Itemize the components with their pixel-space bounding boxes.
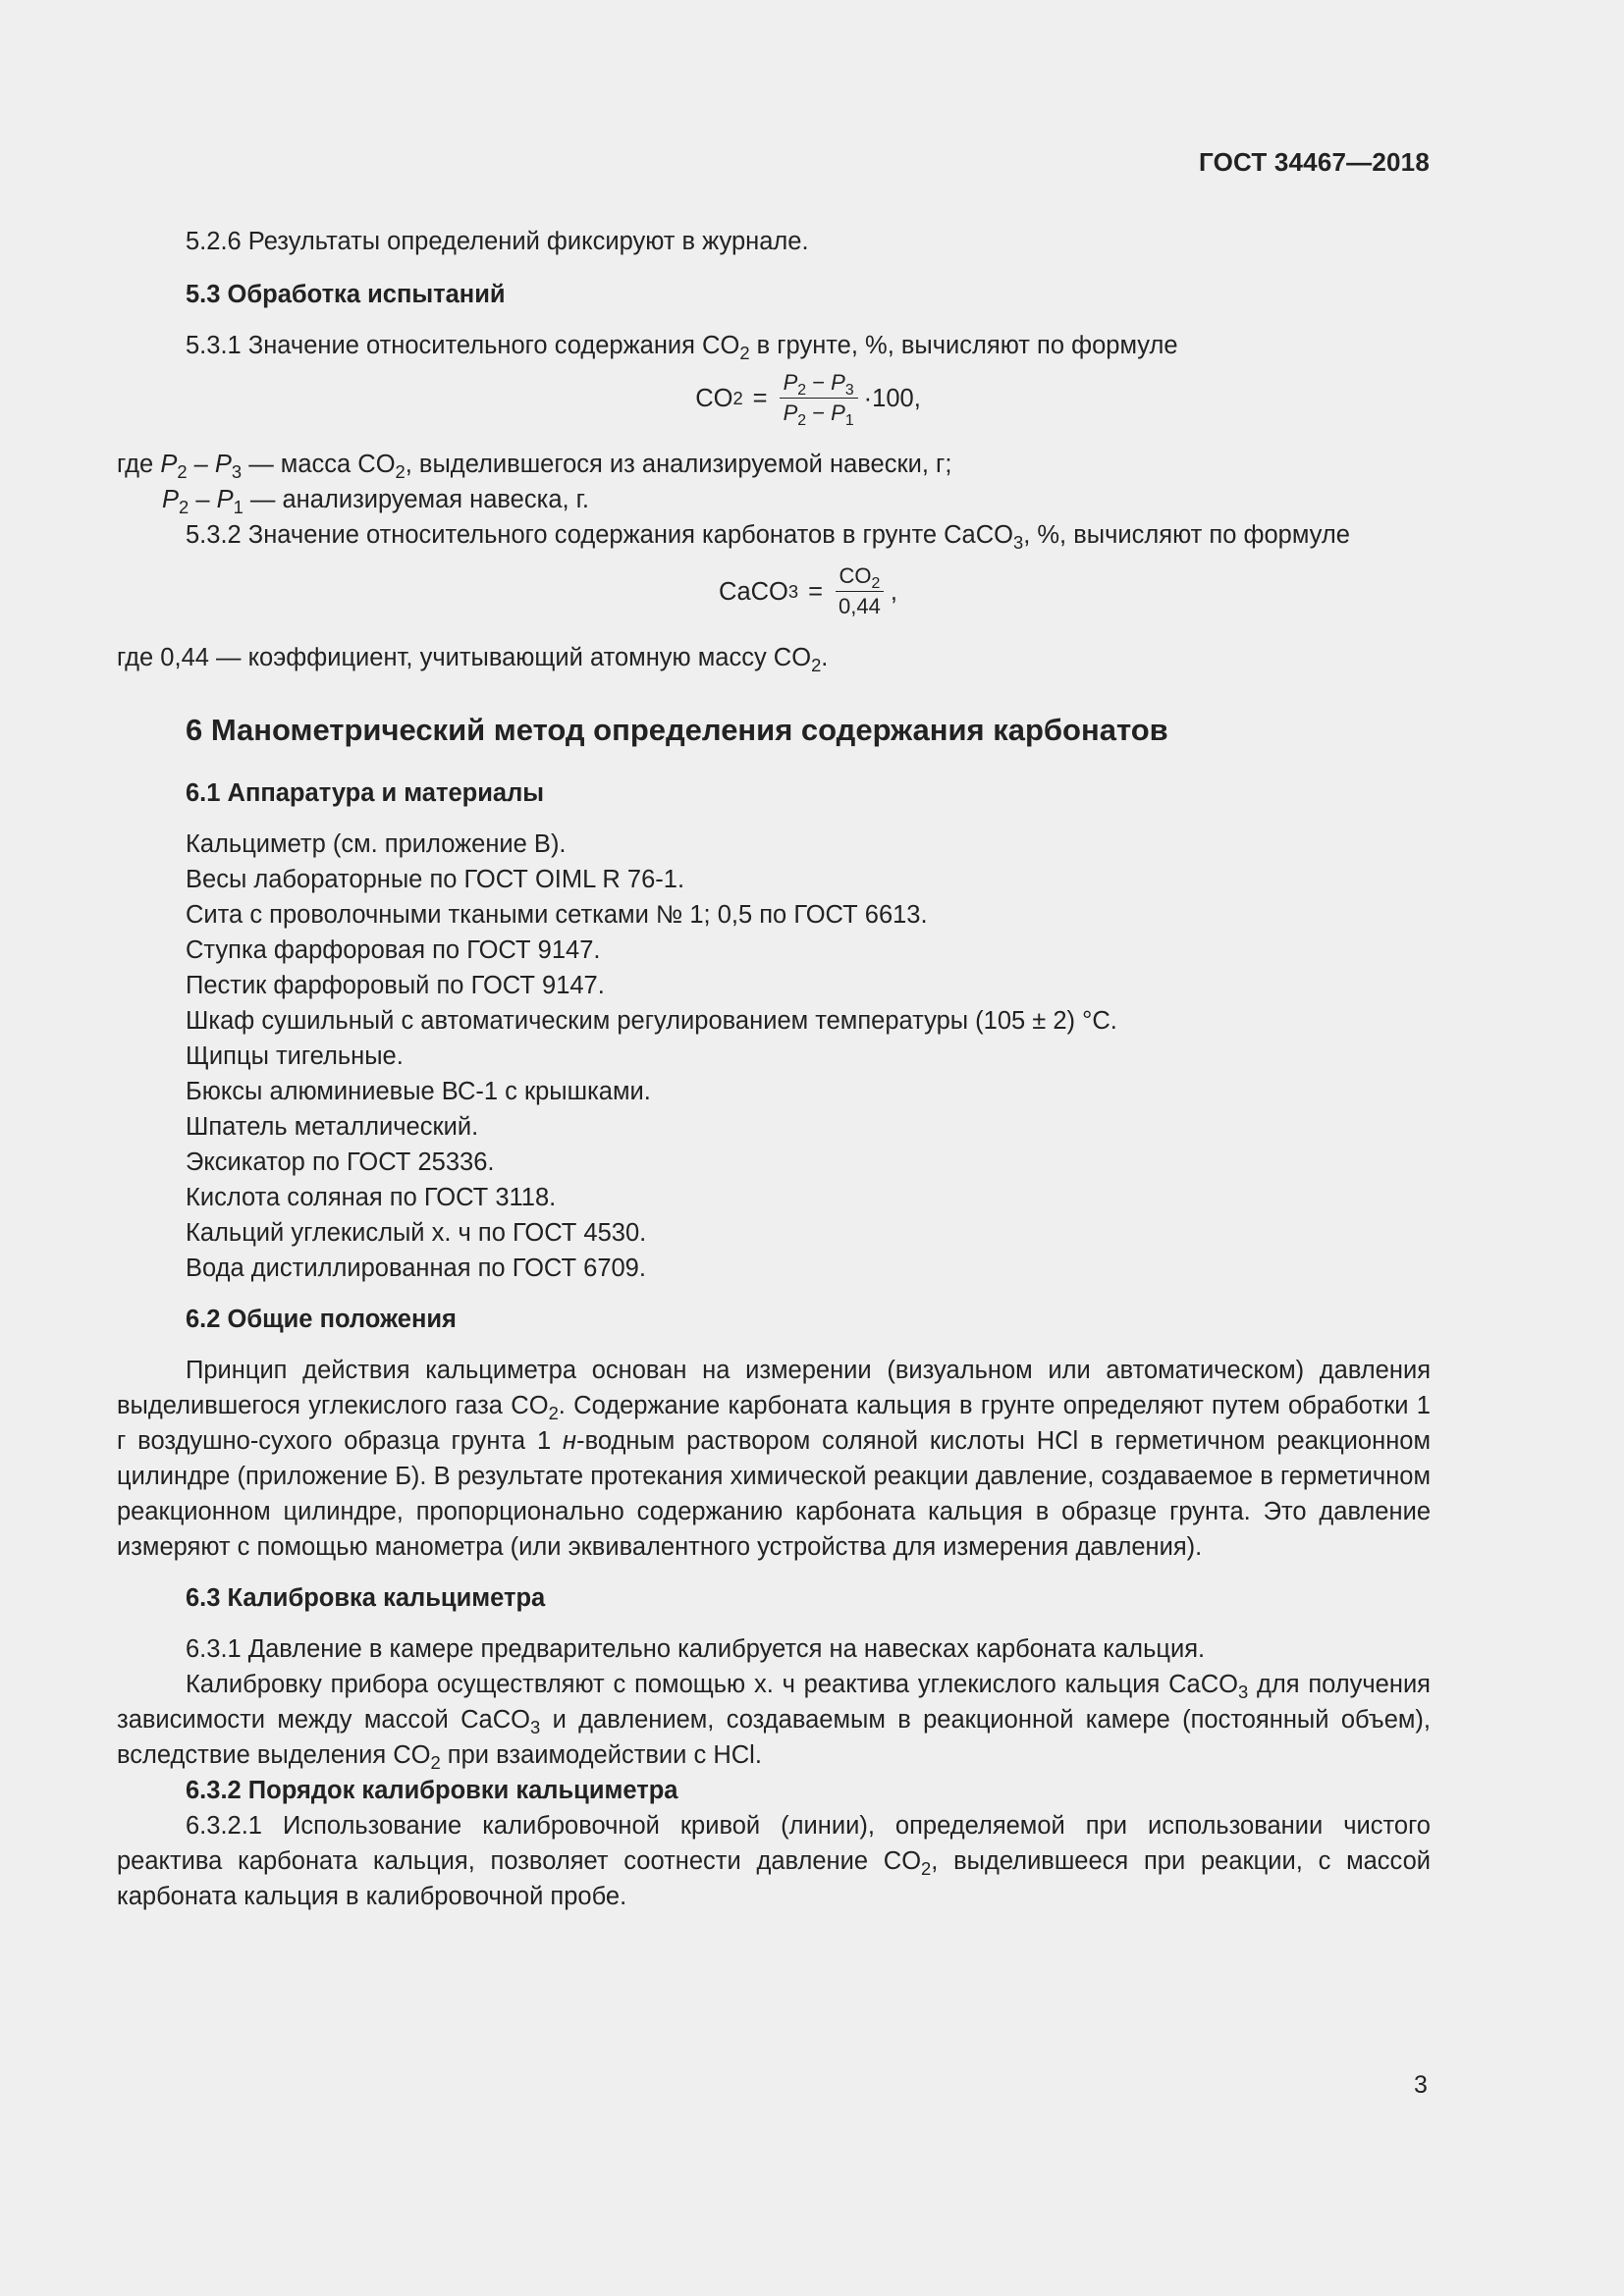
formula-co2: CO 2 = $\frac{P_2 - P_3}{P_2 - P_1}$ ·100, bbox=[695, 370, 921, 430]
apparatus-item: Бюксы алюминиевые ВС-1 с крышками. bbox=[186, 1078, 651, 1105]
apparatus-item: Кислота соляная по ГОСТ 3118. bbox=[186, 1184, 557, 1211]
heading-6-3-2: 6.3.2 Порядок калибровки кальциметра bbox=[186, 1777, 678, 1804]
fraction: $\frac{P_2 - P_3}{P_2 - P_1}$ bbox=[780, 369, 858, 427]
paragraph-6-2: Принцип действия кальциметра основан на измерении (визуальном или автоматическом) давления выделившегося углекислого газа $CO_2$. Содержание карбоната кальция в грунте определяют путем обработки 1 г воздушно-сухого образца грунта 1 н-водным раствором соляной кислоты HCl в герметичном реакционном цилиндре (приложение Б). В результате протекания химической реакции давление, создаваемое в герметичном реакционном цилиндре, пропорционально содержанию карбоната кальция в образце грунта. Это давление измеряют с помощью манометра (или эквивалентного устройства для измерения давления). bbox=[117, 1357, 1431, 1561]
apparatus-item: Щипцы тигельные. bbox=[186, 1042, 404, 1070]
apparatus-item: Эксикатор по ГОСТ 25336. bbox=[186, 1148, 495, 1176]
heading-6-2: 6.2 Общие положения bbox=[186, 1306, 457, 1333]
paragraph-6-3-1: 6.3.1 Давление в камере предварительно калибруется на навесках карбоната кальция. bbox=[186, 1635, 1206, 1663]
paragraph-5-3-1: 5.3.1 Значение относительного содержания $CO_2$ в грунте, %, вычисляют по формуле bbox=[186, 332, 1178, 363]
document-code: ГОСТ 34467—2018 bbox=[1199, 147, 1430, 177]
apparatus-item: Шкаф сушильный с автоматическим регулированием температуры (105 ± 2) °С. bbox=[186, 1007, 1117, 1035]
where-coefficient: где 0,44 — коэффициент, учитывающий атомную массу $CO_2$. bbox=[117, 644, 829, 675]
apparatus-item: Ступка фарфоровая по ГОСТ 9147. bbox=[186, 936, 601, 964]
heading-5-3: 5.3 Обработка испытаний bbox=[186, 281, 506, 308]
page-number: 3 bbox=[1414, 2071, 1428, 2099]
apparatus-item: Шпатель металлический. bbox=[186, 1113, 479, 1141]
paragraph-6-3-2-1: 6.3.2.1 Использование калибровочной кривой (линии), определяемой при использовании чистого реактива карбоната кальция, позволяет соотнести давление $CO_2$, выделившееся при реакции, с массой карбоната кальция в калибровочной пробе. bbox=[117, 1812, 1431, 1910]
apparatus-item: Весы лабораторные по ГОСТ OIML R 76-1. bbox=[186, 866, 685, 893]
paragraph-5-2-6: 5.2.6 Результаты определений фиксируют в журнале. bbox=[186, 228, 809, 255]
apparatus-item: Кальций углекислый х. ч по ГОСТ 4530. bbox=[186, 1219, 647, 1247]
formula-caco3: CaCO 3 = $\frac{CO_2}{0,44}$ , bbox=[719, 563, 897, 618]
page-body bbox=[117, 224, 1431, 1914]
paragraph-5-3-2: 5.3.2 Значение относительного содержания карбонатов в грунте CaCO$_3$, %, вычисляют по формуле bbox=[186, 521, 1350, 553]
heading-section-6: 6 Манометрический метод определения содержания карбонатов bbox=[186, 713, 1168, 747]
where-line-1: где $P_2 - P_3$ — масса $CO_2$, выделившегося из анализируемой навески, г; bbox=[117, 451, 952, 482]
where-line-2: $P_2 - P_1$ — анализируемая навеска, г. bbox=[162, 486, 589, 517]
heading-6-3: 6.3 Калибровка кальциметра bbox=[186, 1584, 546, 1612]
heading-6-1: 6.1 Аппаратура и материалы bbox=[186, 779, 545, 807]
apparatus-item: Кальциметр (см. приложение В). bbox=[186, 830, 567, 858]
apparatus-list bbox=[117, 827, 1431, 1286]
apparatus-item: Пестик фарфоровый по ГОСТ 9147. bbox=[186, 972, 605, 999]
fraction: $\frac{CO_2}{0,44}$ bbox=[835, 562, 885, 620]
apparatus-item: Сита с проволочными ткаными сетками № 1; 0,5 по ГОСТ 6613. bbox=[186, 901, 928, 929]
paragraph-6-3-1-calibration: Калибровку прибора осуществляют с помощью х. ч реактива углекислого кальция CaCO$_3$ для получения зависимости между массой CaCO$_3$ и давлением, создаваемым в реакционной камере (постоянный объем), вследствие выделения $CO_2$ при взаимодействии с HCl. bbox=[117, 1671, 1432, 1773]
apparatus-item: Вода дистиллированная по ГОСТ 6709. bbox=[186, 1255, 646, 1282]
